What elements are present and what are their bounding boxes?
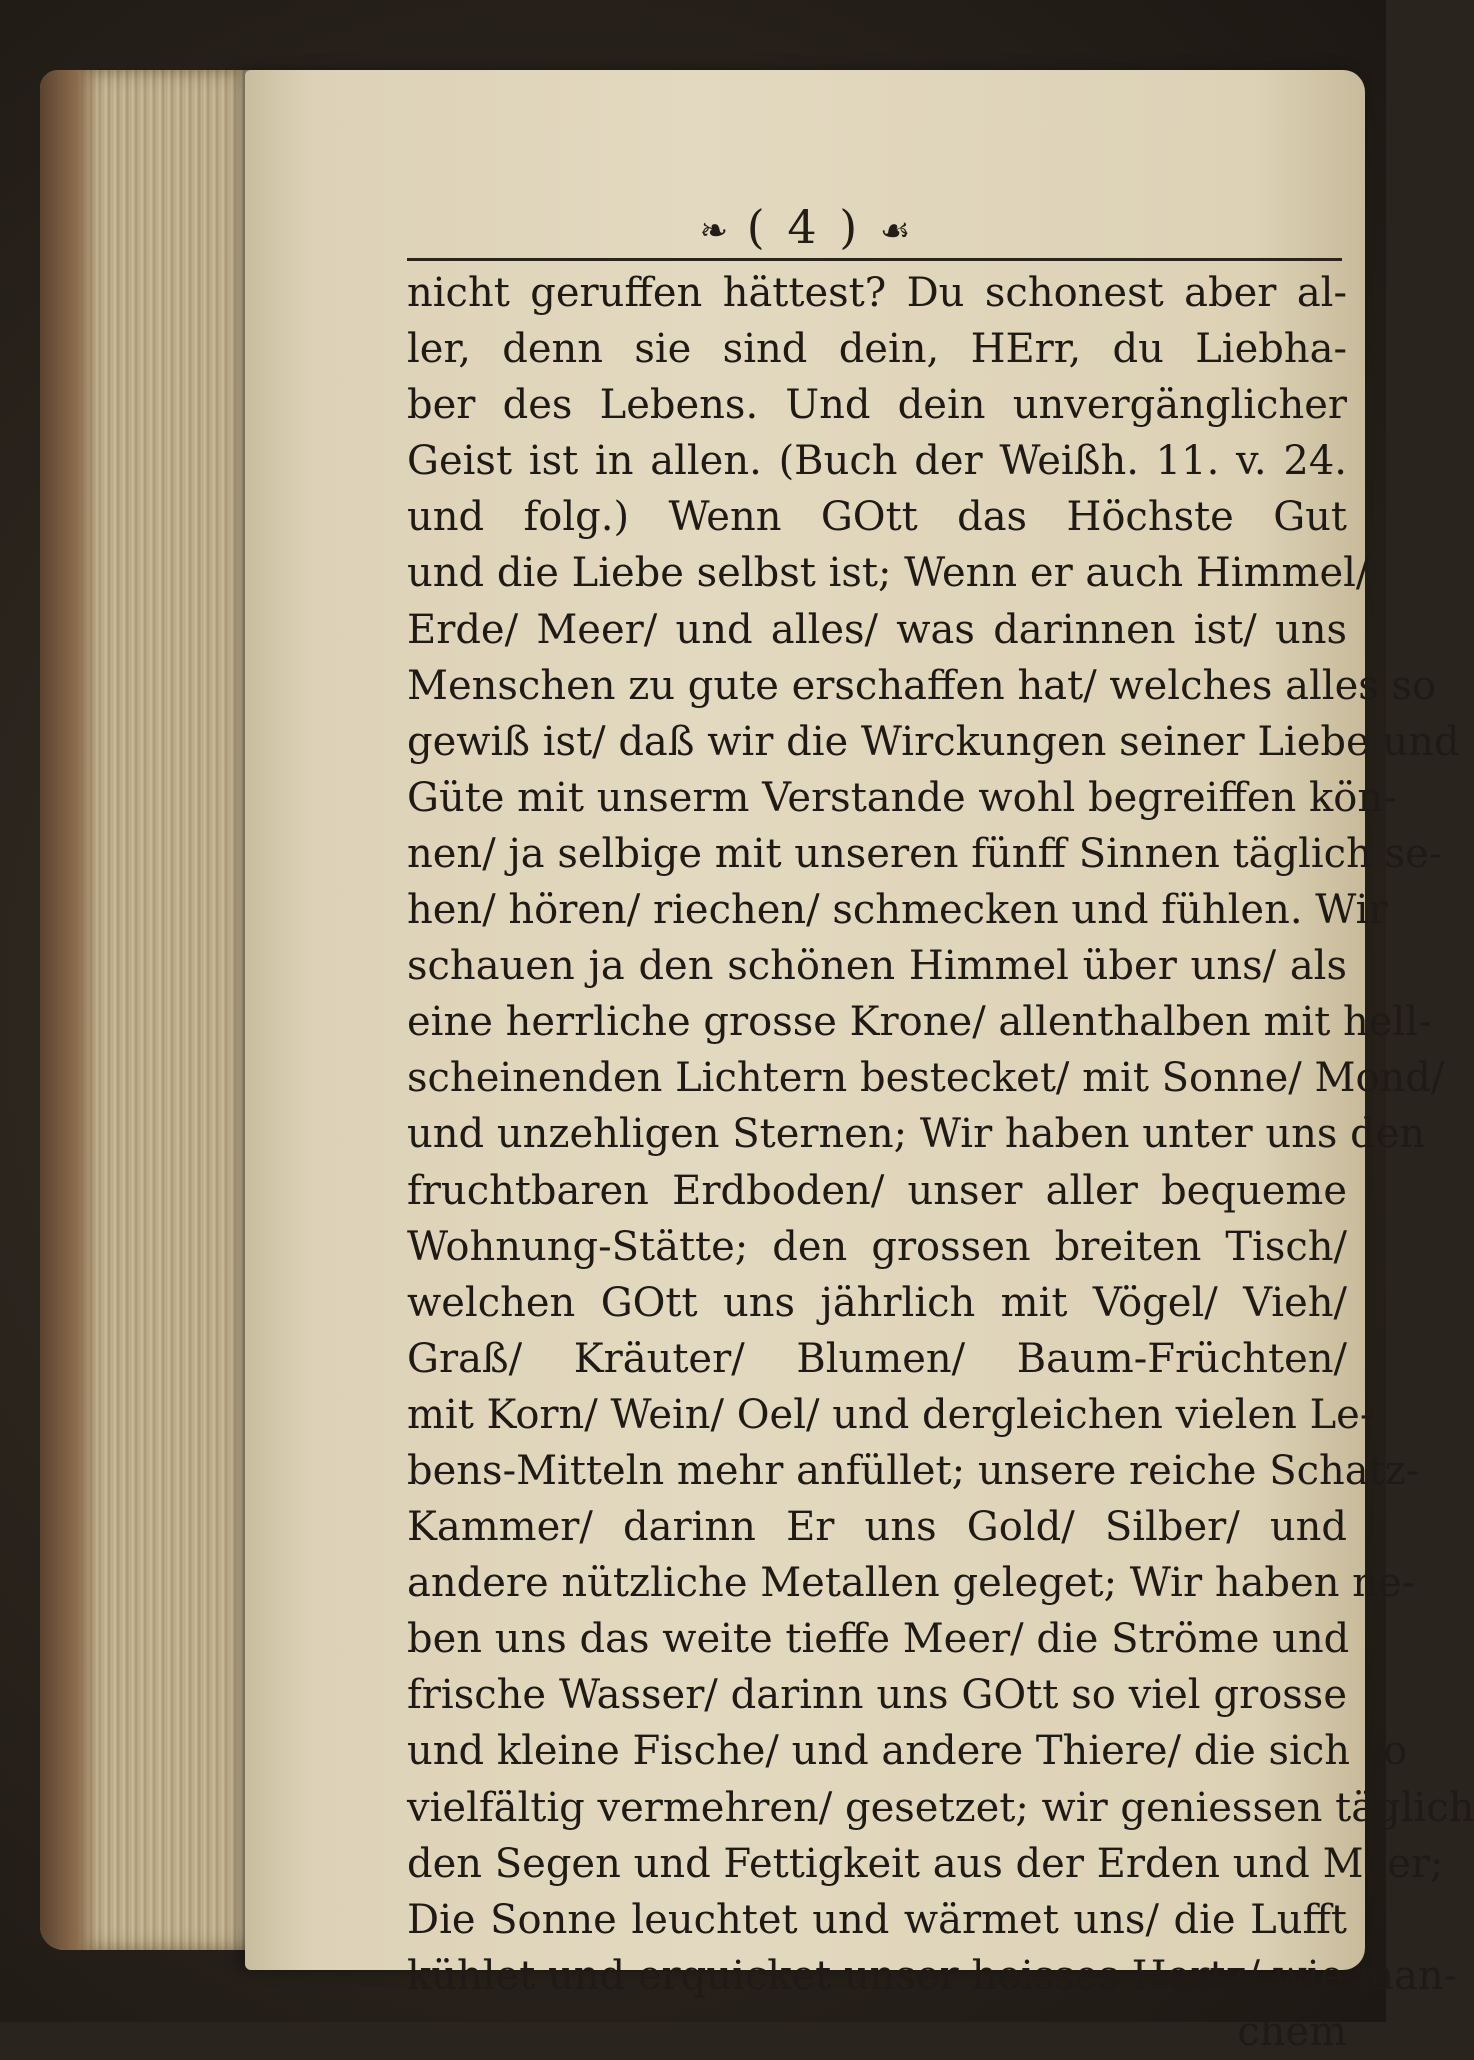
text-line: nen/ ja selbige mit unseren fünff Sinnen täglich se- — [407, 830, 1443, 877]
text-line: Menschen zu gute erschaffen hat/ welches alles so — [407, 662, 1437, 709]
body-text — [407, 265, 1474, 2060]
text-line: frische Wasser/ darinn uns GOtt so viel grosse — [407, 1672, 1347, 1719]
text-line: eine herrliche grosse Krone/ allenthalben mit hell- — [407, 999, 1432, 1046]
text-line: und folg.) Wenn GOtt das Höchste Gut — [407, 494, 1347, 541]
text-line: und kleine Fische/ und andere Thiere/ die sich so — [407, 1728, 1408, 1775]
text-line: vielfältig vermehren/ gesetzet; wir geniessen täglich — [407, 1784, 1474, 1831]
page-header — [245, 200, 1365, 254]
text-line: kühlet und erquicket unser heisses Hertz/ wie man- — [407, 1952, 1458, 1999]
text-line: Graß/ Kräuter/ Blumen/ Baum-Früchten/ — [407, 1335, 1347, 1382]
text-line: und unzehligen Sternen; Wir haben unter uns den — [407, 1111, 1426, 1158]
page-number: ( 4 ) — [746, 200, 862, 254]
text-line: Geist ist in allen. (Buch der Weißh. 11. v. 24. — [407, 438, 1347, 485]
text-line: ber des Lebens. Und dein unvergänglicher — [407, 382, 1347, 429]
catchword: chem — [1237, 2008, 1347, 2055]
text-line: Güte mit unserm Verstande wohl begreiffen kön- — [407, 774, 1397, 821]
text-line: schauen ja den schönen Himmel über uns/ als — [407, 943, 1347, 990]
text-line: mit Korn/ Wein/ Oel/ und dergleichen vielen Le- — [407, 1391, 1374, 1438]
header-rule — [407, 258, 1342, 261]
text-line: scheinenden Lichtern bestecket/ mit Sonne/ Mond/ — [407, 1055, 1445, 1102]
text-line: den Segen und Fettigkeit aus der Erden und Meer; — [407, 1840, 1444, 1887]
ornament-right-icon: ☙ — [879, 211, 911, 251]
text-line: Wohnung-Stätte; den grossen breiten Tisch/ — [407, 1223, 1347, 1270]
text-line: Erde/ Meer/ und alles/ was darinnen ist/ uns — [407, 606, 1347, 653]
text-line: gewiß ist/ daß wir die Wirckungen seiner Liebe und — [407, 718, 1460, 765]
text-line: und die Liebe selbst ist; Wenn er auch Himmel/ — [407, 550, 1370, 597]
text-line: hen/ hören/ riechen/ schmecken und fühlen. Wir — [407, 887, 1388, 934]
text-line: Kammer/ darinn Er uns Gold/ Silber/ und — [407, 1504, 1347, 1551]
text-line: ler, denn sie sind dein, HErr, du Liebha- — [407, 326, 1347, 373]
text-line: fruchtbaren Erdboden/ unser aller bequeme — [407, 1167, 1347, 1214]
text-line: welchen GOtt uns jährlich mit Vögel/ Vieh/ — [407, 1279, 1347, 1326]
book-page — [245, 70, 1474, 2055]
text-line: andere nützliche Metallen geleget; Wir haben ne- — [407, 1560, 1416, 1607]
ornament-left-icon: ❧ — [699, 211, 729, 251]
text-line: Die Sonne leuchtet und wärmet uns/ die Lufft — [407, 1896, 1347, 1943]
text-line: bens-Mitteln mehr anfüllet; unsere reiche Schatz- — [407, 1447, 1420, 1494]
book-binding — [40, 70, 100, 1950]
text-line: nicht geruffen hättest? Du schonest aber al- — [407, 270, 1347, 316]
text-line: ben uns das weite tieffe Meer/ die Ströme und — [407, 1616, 1350, 1663]
